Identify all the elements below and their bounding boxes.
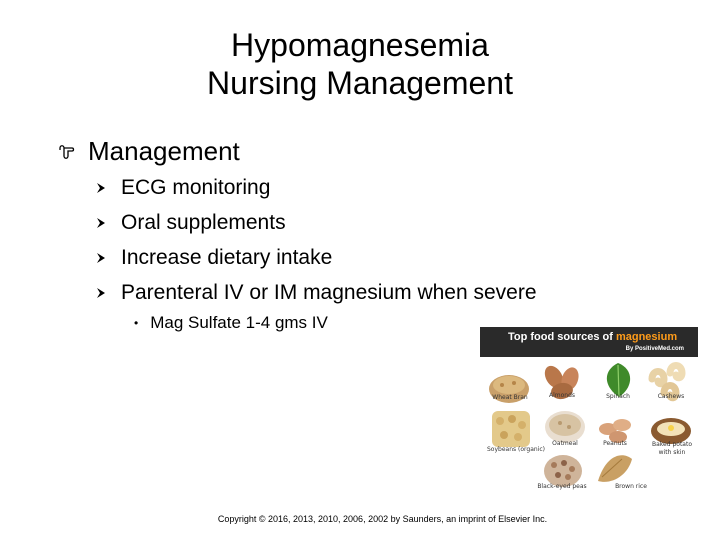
- wheat-bran-image: [486, 363, 532, 409]
- sub-list-item-text: Mag Sulfate 1-4 gms IV: [150, 313, 328, 332]
- copyright-footer: Copyright © 2016, 2013, 2010, 2006, 2002 by Saunders, an imprint of Elsevier Inc.: [217, 514, 548, 524]
- title-line-2: Nursing Management: [207, 65, 513, 101]
- food-label: Almonds: [548, 392, 576, 399]
- food-label: Spinach: [606, 393, 630, 400]
- slide-title: [0, 26, 720, 102]
- food-label: Brown rice: [615, 483, 647, 490]
- list-item-text: Increase dietary intake: [121, 246, 333, 269]
- list-item: [95, 281, 537, 305]
- arrow-bullet-icon: [95, 287, 107, 299]
- food-label: Wheat Bran: [492, 394, 528, 401]
- magnesium-foods-infographic: [480, 327, 698, 492]
- section-heading: [56, 136, 240, 167]
- arrow-bullet-icon: [95, 252, 107, 264]
- food-label: Soybeans (organic): [487, 446, 546, 453]
- section-heading-text: Management: [88, 136, 240, 166]
- scroll-bullet-icon: [56, 142, 76, 162]
- infographic-subtitle: By PositiveMed.com: [625, 346, 684, 352]
- dot-bullet-icon: •: [134, 316, 139, 330]
- list-item-text: ECG monitoring: [121, 176, 271, 199]
- arrow-bullet-icon: [95, 217, 107, 229]
- list-item-text: Oral supplements: [121, 211, 286, 234]
- arrow-bullet-icon: [95, 182, 107, 194]
- list-item: [95, 176, 270, 200]
- title-line-1: Hypomagnesemia: [231, 27, 489, 63]
- food-label: Oatmeal: [552, 440, 578, 447]
- sub-list-item: [134, 313, 328, 333]
- soybeans-image: [488, 405, 534, 451]
- food-label: Peanuts: [603, 440, 627, 447]
- list-item: [95, 246, 332, 270]
- infographic-header: [480, 327, 698, 357]
- infographic-title: Top food sources of magnesium: [508, 331, 678, 343]
- food-label: Cashews: [657, 393, 685, 400]
- list-item-text: Parenteral IV or IM magnesium when severe: [121, 281, 537, 304]
- food-label: Black-eyed peas: [537, 483, 587, 490]
- list-item: [95, 211, 286, 235]
- food-label: Baked potato with skin: [652, 441, 692, 456]
